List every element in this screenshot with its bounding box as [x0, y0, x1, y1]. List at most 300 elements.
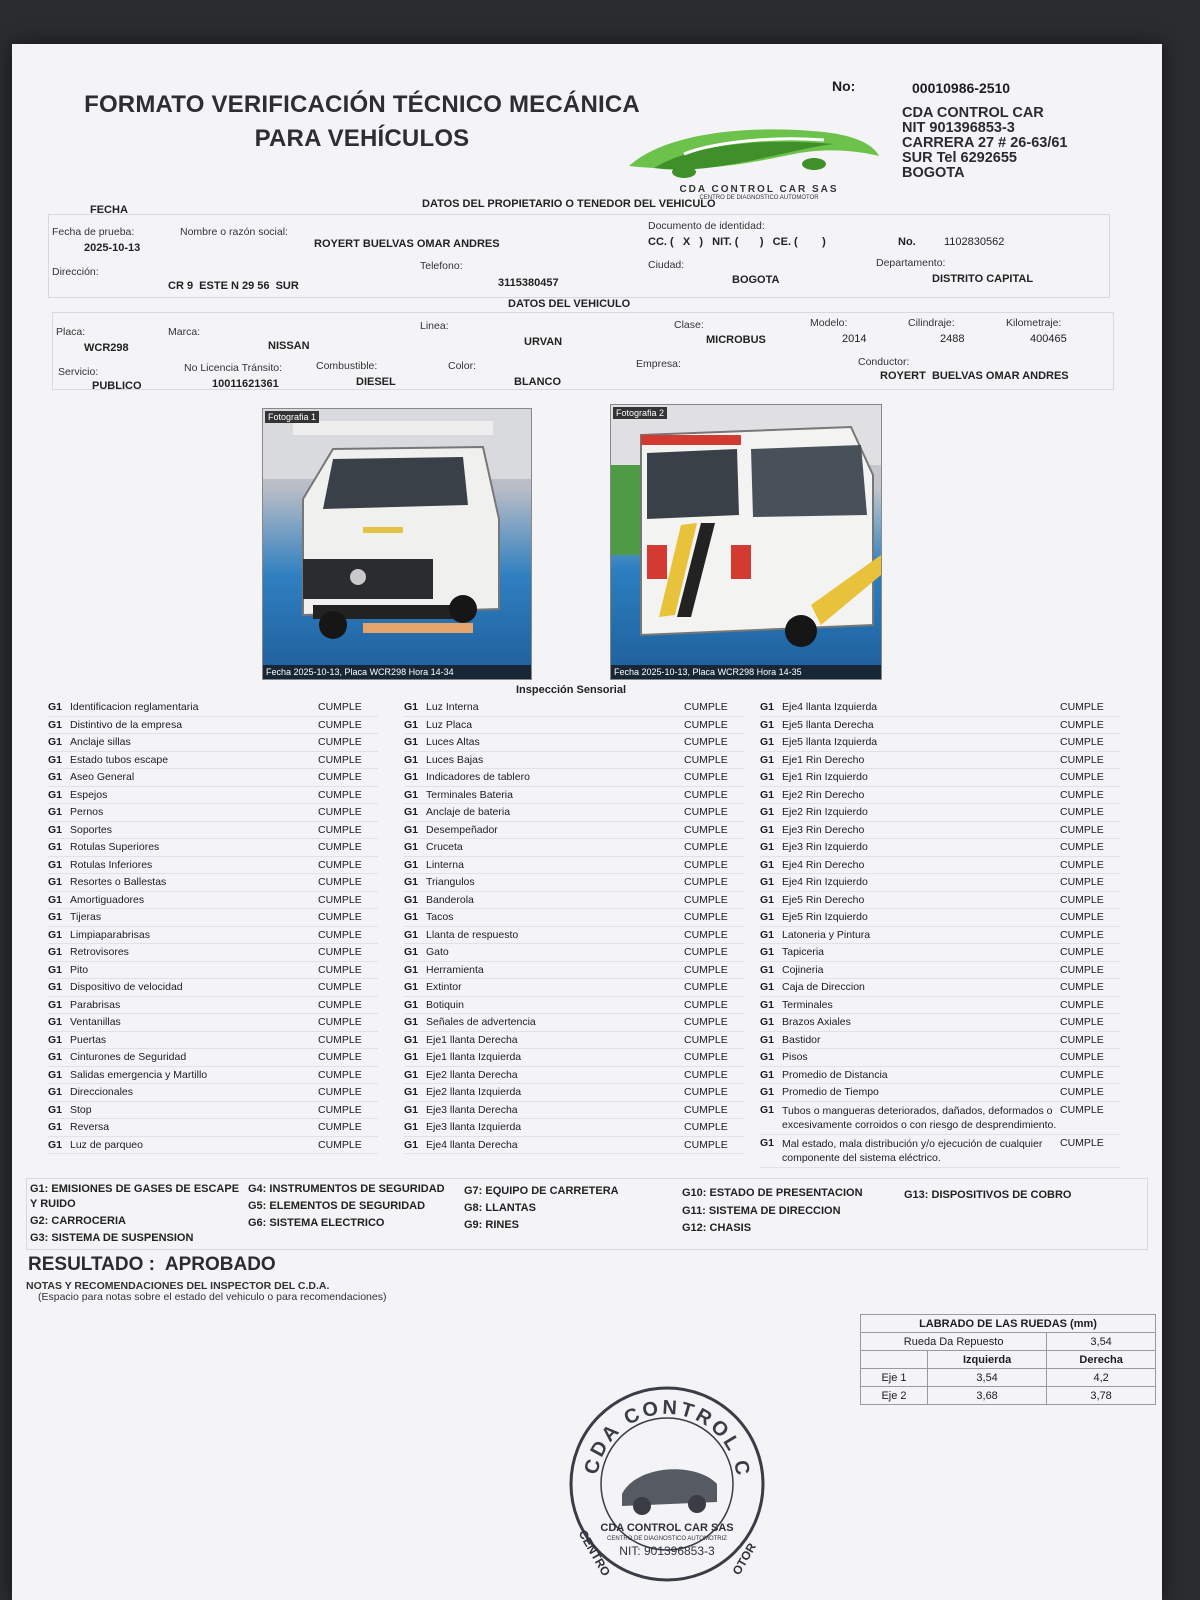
inspection-row	[760, 1102, 1120, 1135]
inspection-item-name: Dispositivo de velocidad	[70, 981, 183, 994]
address-value: CR 9 ESTE N 29 56 SUR	[168, 280, 299, 292]
inspection-group-code: G1	[760, 998, 775, 1011]
fuel-label: Combustible:	[316, 360, 378, 372]
inspection-row	[760, 944, 1120, 962]
inspection-status: CUMPLE	[684, 1138, 728, 1151]
inspection-row	[404, 874, 744, 892]
inspection-item-name: Eje2 llanta Derecha	[426, 1068, 518, 1081]
spare-tire-label: Rueda Da Repuesto	[861, 1333, 1047, 1351]
inspection-group-code: G1	[48, 841, 63, 854]
company-seal-stamp	[567, 1384, 767, 1584]
photo2-tag: Fotografia 2	[613, 407, 667, 419]
inspection-item-name: Direccionales	[70, 1086, 134, 1099]
inspection-group-code: G1	[404, 1138, 419, 1151]
inspection-row	[404, 857, 744, 875]
inspection-item-name: Limpiaparabrisas	[70, 928, 150, 941]
inspection-row	[48, 1049, 378, 1067]
inspection-row	[404, 1032, 744, 1050]
inspection-status: CUMPLE	[1060, 963, 1104, 976]
inspection-item-name: Retrovisores	[70, 946, 129, 959]
inspection-group-code: G1	[404, 858, 419, 871]
inspection-item-name: Eje5 Rin Izquierdo	[782, 911, 868, 924]
inspection-title: Inspección Sensorial	[516, 684, 627, 696]
inspection-group-code: G1	[48, 1103, 63, 1116]
driver-value: ROYERT BUELVAS OMAR ANDRES	[880, 370, 1069, 382]
inspection-status: CUMPLE	[318, 1086, 362, 1099]
inspection-status: CUMPLE	[318, 911, 362, 924]
inspection-row	[404, 734, 744, 752]
inspection-status: CUMPLE	[684, 963, 728, 976]
inspection-status: CUMPLE	[1060, 1136, 1104, 1149]
inspection-item-name: Luz Placa	[426, 718, 473, 731]
inspection-row	[404, 1137, 744, 1155]
right-column-header: Derecha	[1047, 1351, 1156, 1369]
inspection-group-code: G1	[48, 1068, 63, 1081]
inspection-row	[760, 769, 1120, 787]
inspection-item-name: Luz de parqueo	[70, 1138, 143, 1151]
inspection-status: CUMPLE	[1060, 928, 1104, 941]
inspection-group-code: G1	[48, 1033, 63, 1046]
inspection-status: CUMPLE	[318, 1103, 362, 1116]
inspection-group-code: G1	[404, 771, 419, 784]
inspection-status: CUMPLE	[318, 841, 362, 854]
inspection-row	[404, 1102, 744, 1120]
photo1-caption: Fecha 2025-10-13, Placa WCR298 Hora 14-34	[263, 665, 531, 679]
inspection-group-code: G1	[760, 893, 775, 906]
tread-depth-table	[860, 1314, 1156, 1405]
owner-name-label: Nombre o razón social:	[180, 226, 288, 238]
inspection-group-code: G1	[48, 806, 63, 819]
tread-row-axle2	[861, 1387, 1156, 1405]
inspection-status: CUMPLE	[318, 998, 362, 1011]
inspection-row	[48, 1067, 378, 1085]
inspection-status: CUMPLE	[684, 1051, 728, 1064]
photo1-tag: Fotografia 1	[265, 411, 319, 423]
inspection-status: CUMPLE	[318, 1051, 362, 1064]
inspection-item-name: Triangulos	[426, 876, 475, 889]
inspection-item-name: Eje5 Rin Derecho	[782, 893, 865, 906]
legend-g6: G6: SISTEMA ELECTRICO	[248, 1217, 385, 1229]
inspection-row	[48, 979, 378, 997]
inspection-group-code: G1	[404, 1121, 419, 1134]
inspection-item-name: Rotulas Superiores	[70, 841, 160, 854]
photo2-caption: Fecha 2025-10-13, Placa WCR298 Hora 14-35	[611, 665, 881, 679]
inspection-status: CUMPLE	[1060, 1103, 1104, 1116]
tread-table-title: LABRADO DE LAS RUEDAS (mm)	[861, 1315, 1156, 1333]
seal-nit: NIT: 901396853-3	[619, 1544, 715, 1558]
inspection-status: CUMPLE	[318, 788, 362, 801]
svg-text:CDA CONTROL CAR SAS	[567, 1384, 754, 1480]
inspection-group-code: G1	[760, 858, 775, 871]
inspection-item-name: Banderola	[426, 893, 474, 906]
inspection-row	[760, 1049, 1120, 1067]
inspection-status: CUMPLE	[1060, 1016, 1104, 1029]
legend-g7: G7: EQUIPO DE CARRETERA	[464, 1185, 619, 1197]
inspection-row	[760, 699, 1120, 717]
inspection-status: CUMPLE	[684, 911, 728, 924]
inspection-item-name: Mal estado, mala distribución y/o ejecución de cualquier componente del sistema eléctrico.	[782, 1137, 1043, 1164]
id-document-label: Documento de identidad:	[648, 220, 765, 232]
legend-g9: G9: RINES	[464, 1219, 520, 1231]
inspection-column-1	[48, 699, 378, 1154]
inspection-group-code: G1	[48, 858, 63, 871]
legend-g5: G5: ELEMENTOS DE SEGURIDAD	[248, 1200, 426, 1212]
inspection-group-code: G1	[48, 1051, 63, 1064]
inspection-item-name: Extintor	[426, 981, 462, 994]
inspection-group-code: G1	[404, 946, 419, 959]
inspection-group-code: G1	[760, 1086, 775, 1099]
axle-label: Eje 2	[861, 1387, 928, 1405]
inspection-item-name: Espejos	[70, 788, 108, 801]
vehicle-photo-rear	[610, 404, 882, 680]
id-number-value: 1102830562	[944, 236, 1005, 248]
inspection-item-name: Salidas emergencia y Martillo	[70, 1068, 208, 1081]
inspection-row	[760, 979, 1120, 997]
tread-row-axle1	[861, 1369, 1156, 1387]
inspection-row	[404, 822, 744, 840]
address-label: Dirección:	[52, 266, 99, 278]
inspection-item-name: Eje4 llanta Izquierda	[782, 701, 878, 714]
inspection-form-sheet	[12, 44, 1162, 1600]
inspection-item-name: Eje2 Rin Izquierdo	[782, 806, 868, 819]
inspection-row	[48, 839, 378, 857]
inspection-row	[48, 892, 378, 910]
inspection-item-name: Eje3 llanta Izquierda	[426, 1121, 522, 1134]
inspection-item-name: Amortiguadores	[70, 893, 145, 906]
inspection-group-code: G1	[760, 946, 775, 959]
mileage-value: 400465	[1030, 333, 1067, 345]
company-info	[902, 106, 1067, 181]
inspection-group-code: G1	[760, 753, 775, 766]
inspection-status: CUMPLE	[1060, 1068, 1104, 1081]
displacement-value: 2488	[940, 333, 965, 345]
inspection-status: CUMPLE	[684, 1068, 728, 1081]
test-date-label: Fecha de prueba:	[52, 226, 135, 238]
inspection-row	[760, 909, 1120, 927]
legend-g10: G10: ESTADO DE PRESENTACION	[682, 1187, 863, 1199]
service-value: PUBLICO	[92, 380, 142, 392]
inspection-status: CUMPLE	[684, 736, 728, 749]
inspection-status: CUMPLE	[1060, 753, 1104, 766]
inspection-item-name: Señales de advertencia	[426, 1016, 536, 1029]
inspection-item-name: Cruceta	[426, 841, 463, 854]
logo-subtext: CENTRO DE DIAGNOSTICO AUTOMOTOR	[699, 195, 819, 201]
inspection-status: CUMPLE	[684, 841, 728, 854]
inspection-group-code: G1	[404, 841, 419, 854]
inspection-group-code: G1	[760, 1051, 775, 1064]
inspection-group-code: G1	[48, 718, 63, 731]
inspection-status: CUMPLE	[684, 701, 728, 714]
inspection-row	[48, 1014, 378, 1032]
inspection-row	[404, 909, 744, 927]
company-city: BOGOTA	[902, 165, 965, 181]
inspection-status: CUMPLE	[684, 998, 728, 1011]
fecha-section-title: FECHA	[90, 204, 128, 216]
inspection-row	[48, 734, 378, 752]
inspection-group-code: G1	[48, 1121, 63, 1134]
inspection-status: CUMPLE	[1060, 911, 1104, 924]
inspection-group-code: G1	[760, 1136, 775, 1149]
inspection-status: CUMPLE	[684, 893, 728, 906]
inspection-item-name: Rotulas Inferiores	[70, 858, 153, 871]
inspection-row	[760, 787, 1120, 805]
inspection-row	[760, 1135, 1120, 1168]
document-number: 00010986-2510	[912, 80, 1011, 96]
inspection-row	[404, 962, 744, 980]
inspection-status: CUMPLE	[684, 928, 728, 941]
inspection-status: CUMPLE	[1060, 788, 1104, 801]
inspection-row	[48, 804, 378, 822]
inspection-group-code: G1	[404, 963, 419, 976]
inspection-group-code: G1	[760, 928, 775, 941]
inspection-row	[404, 892, 744, 910]
inspection-group-code: G1	[404, 928, 419, 941]
inspection-status: CUMPLE	[1060, 893, 1104, 906]
inspection-item-name: Terminales Bateria	[426, 788, 513, 801]
legend-g8: G8: LLANTAS	[464, 1202, 536, 1214]
spare-tire-value: 3,54	[1047, 1333, 1156, 1351]
line-value: URVAN	[524, 336, 563, 348]
inspection-group-code: G1	[760, 963, 775, 976]
inspection-row	[48, 874, 378, 892]
inspection-status: CUMPLE	[318, 753, 362, 766]
inspection-status: CUMPLE	[684, 1121, 728, 1134]
inspection-row	[48, 769, 378, 787]
inspection-status: CUMPLE	[318, 858, 362, 871]
inspection-group-code: G1	[760, 718, 775, 731]
company-name: CDA CONTROL CAR	[902, 105, 1044, 121]
inspection-item-name: Eje2 llanta Izquierda	[426, 1086, 522, 1099]
inspection-status: CUMPLE	[318, 1033, 362, 1046]
license-value: 10011621361	[212, 378, 279, 390]
inspection-status: CUMPLE	[684, 718, 728, 731]
city-value: BOGOTA	[732, 274, 780, 286]
inspection-row	[760, 962, 1120, 980]
inspection-group-code: G1	[48, 771, 63, 784]
inspection-item-name: Cinturones de Seguridad	[70, 1051, 187, 1064]
inspection-item-name: Gato	[426, 946, 449, 959]
id-number-label: No.	[898, 236, 916, 248]
inspection-group-code: G1	[760, 771, 775, 784]
inspection-row	[48, 699, 378, 717]
inspection-row	[48, 1032, 378, 1050]
inspection-group-code: G1	[760, 823, 775, 836]
inspection-group-code: G1	[48, 823, 63, 836]
inspection-group-code: G1	[48, 701, 63, 714]
plate-value: WCR298	[84, 342, 129, 354]
inspection-group-code: G1	[760, 701, 775, 714]
vehicle-photo-front	[262, 408, 532, 680]
inspection-status: CUMPLE	[1060, 736, 1104, 749]
inspection-group-code: G1	[404, 893, 419, 906]
inspection-row	[760, 857, 1120, 875]
inspection-group-code: G1	[48, 946, 63, 959]
owner-name-value: ROYERT BUELVAS OMAR ANDRES	[314, 238, 500, 250]
inspection-row	[404, 997, 744, 1015]
line-label: Linea:	[420, 320, 449, 332]
displacement-label: Cilindraje:	[908, 317, 955, 329]
inspection-item-name: Botiquin	[426, 998, 464, 1011]
inspection-status: CUMPLE	[684, 946, 728, 959]
notes-subtitle: (Espacio para notas sobre el estado del vehiculo o para recomendaciones)	[38, 1291, 387, 1303]
inspection-status: CUMPLE	[318, 701, 362, 714]
seal-edge-right: OTOR	[729, 1540, 759, 1578]
inspection-item-name: Eje4 llanta Derecha	[426, 1138, 518, 1151]
inspection-group-code: G1	[404, 981, 419, 994]
inspection-status: CUMPLE	[1060, 841, 1104, 854]
inspection-item-name: Identificacion reglamentaria	[70, 701, 199, 714]
axle-right-value: 4,2	[1047, 1369, 1156, 1387]
inspection-item-name: Indicadores de tablero	[426, 771, 530, 784]
inspection-row	[48, 944, 378, 962]
inspection-column-2	[404, 699, 744, 1154]
seal-name: CDA CONTROL CAR SAS	[600, 1522, 734, 1534]
inspection-row	[404, 1119, 744, 1137]
inspection-item-name: Eje2 Rin Derecho	[782, 788, 865, 801]
inspection-row	[760, 804, 1120, 822]
color-value: BLANCO	[514, 376, 562, 388]
tread-corner-cell	[861, 1351, 928, 1369]
form-title	[52, 88, 672, 156]
inspection-group-code: G1	[760, 736, 775, 749]
inspection-item-name: Herramienta	[426, 963, 484, 976]
inspection-status: CUMPLE	[684, 858, 728, 871]
inspection-item-name: Luces Altas	[426, 736, 480, 749]
inspection-item-name: Caja de Direccion	[782, 981, 865, 994]
fuel-value: DIESEL	[356, 376, 396, 388]
front-van-image	[263, 409, 531, 679]
inspection-item-name: Anclaje sillas	[70, 736, 131, 749]
inspection-row	[48, 857, 378, 875]
inspection-row	[760, 874, 1120, 892]
inspection-status: CUMPLE	[318, 1138, 362, 1151]
inspection-item-name: Tapiceria	[782, 946, 825, 959]
inspection-row	[48, 962, 378, 980]
inspection-item-name: Eje5 llanta Izquierda	[782, 736, 878, 749]
inspection-item-name: Resortes o Ballestas	[70, 876, 167, 889]
inspection-status: CUMPLE	[318, 823, 362, 836]
inspection-row	[48, 909, 378, 927]
inspection-group-code: G1	[404, 753, 419, 766]
inspection-status: CUMPLE	[1060, 981, 1104, 994]
legend-g12: G12: CHASIS	[682, 1222, 752, 1234]
inspection-status: CUMPLE	[1060, 806, 1104, 819]
inspection-row	[404, 769, 744, 787]
inspection-group-code: G1	[404, 1016, 419, 1029]
inspection-status: CUMPLE	[684, 806, 728, 819]
legend-g4: G4: INSTRUMENTOS DE SEGURIDAD	[248, 1183, 445, 1195]
inspection-group-code: G1	[404, 823, 419, 836]
inspection-status: CUMPLE	[1060, 998, 1104, 1011]
inspection-group-code: G1	[48, 1086, 63, 1099]
inspection-row	[760, 892, 1120, 910]
service-label: Servicio:	[58, 366, 99, 378]
inspection-status: CUMPLE	[318, 771, 362, 784]
inspection-group-code: G1	[404, 736, 419, 749]
inspection-status: CUMPLE	[318, 1016, 362, 1029]
inspection-row	[760, 752, 1120, 770]
inspection-group-code: G1	[48, 963, 63, 976]
department-value: DISTRITO CAPITAL	[932, 273, 1034, 285]
inspection-status: CUMPLE	[684, 1033, 728, 1046]
inspection-status: CUMPLE	[1060, 1086, 1104, 1099]
inspection-item-name: Brazos Axiales	[782, 1016, 851, 1029]
inspection-status: CUMPLE	[684, 823, 728, 836]
inspection-item-name: Eje3 llanta Derecha	[426, 1103, 518, 1116]
inspection-row	[404, 1067, 744, 1085]
inspection-status: CUMPLE	[684, 1016, 728, 1029]
model-value: 2014	[842, 333, 867, 345]
inspection-group-code: G1	[48, 1138, 63, 1151]
rear-van-image	[611, 405, 881, 679]
inspection-group-code: G1	[48, 753, 63, 766]
inspection-row	[48, 717, 378, 735]
inspection-row	[760, 1084, 1120, 1102]
inspection-group-code: G1	[48, 998, 63, 1011]
inspection-item-name: Eje1 llanta Derecha	[426, 1033, 518, 1046]
inspection-status: CUMPLE	[318, 928, 362, 941]
inspection-group-code: G1	[760, 841, 775, 854]
mileage-label: Kilometraje:	[1006, 317, 1062, 329]
inspection-status: CUMPLE	[1060, 701, 1104, 714]
inspection-row	[48, 787, 378, 805]
inspection-row	[404, 839, 744, 857]
inspection-item-name: Eje1 llanta Izquierda	[426, 1051, 522, 1064]
inspection-row	[760, 839, 1120, 857]
inspection-group-code: G1	[760, 806, 775, 819]
inspection-group-code: G1	[404, 701, 419, 714]
inspection-item-name: Terminales	[782, 998, 833, 1011]
inspection-row	[404, 804, 744, 822]
inspection-item-name: Promedio de Tiempo	[782, 1086, 879, 1099]
inspection-status: CUMPLE	[318, 1121, 362, 1134]
inspection-status: CUMPLE	[1060, 858, 1104, 871]
phone-value: 3115380457	[498, 277, 559, 289]
owner-section-title: DATOS DEL PROPIETARIO O TENEDOR DEL VEHICULO	[422, 198, 716, 210]
inspection-row	[48, 1102, 378, 1120]
inspection-item-name: Parabrisas	[70, 998, 121, 1011]
inspection-group-code: G1	[48, 736, 63, 749]
inspection-row	[48, 1137, 378, 1155]
inspection-row	[760, 822, 1120, 840]
inspection-item-name: Desempeñador	[426, 823, 498, 836]
inspection-group-code: G1	[48, 928, 63, 941]
color-label: Color:	[448, 360, 477, 372]
result-status: RESULTADO : APROBADO	[28, 1254, 276, 1275]
inspection-group-code: G1	[760, 788, 775, 801]
legend-g2: G2: CARROCERIA	[30, 1215, 126, 1227]
inspection-group-code: G1	[48, 876, 63, 889]
notes-title: NOTAS Y RECOMENDACIONES DEL INSPECTOR DEL C.D.A.	[26, 1280, 330, 1292]
inspection-status: CUMPLE	[1060, 718, 1104, 731]
inspection-row	[404, 717, 744, 735]
inspection-item-name: Eje4 Rin Derecho	[782, 858, 865, 871]
inspection-item-name: Bastidor	[782, 1033, 821, 1046]
test-date-value: 2025-10-13	[84, 242, 141, 254]
inspection-group-code: G1	[404, 718, 419, 731]
inspection-status: CUMPLE	[684, 771, 728, 784]
legend-g13: G13: DISPOSITIVOS DE COBRO	[904, 1189, 1072, 1201]
inspection-row	[48, 1084, 378, 1102]
inspection-row	[48, 752, 378, 770]
inspection-status: CUMPLE	[684, 876, 728, 889]
inspection-row	[404, 752, 744, 770]
form-title-line2: PARA VEHÍCULOS	[254, 125, 470, 152]
inspection-row	[760, 717, 1120, 735]
city-label: Ciudad:	[648, 259, 685, 271]
phone-label: Telefono:	[420, 260, 463, 272]
inspection-item-name: Anclaje de bateria	[426, 806, 511, 819]
